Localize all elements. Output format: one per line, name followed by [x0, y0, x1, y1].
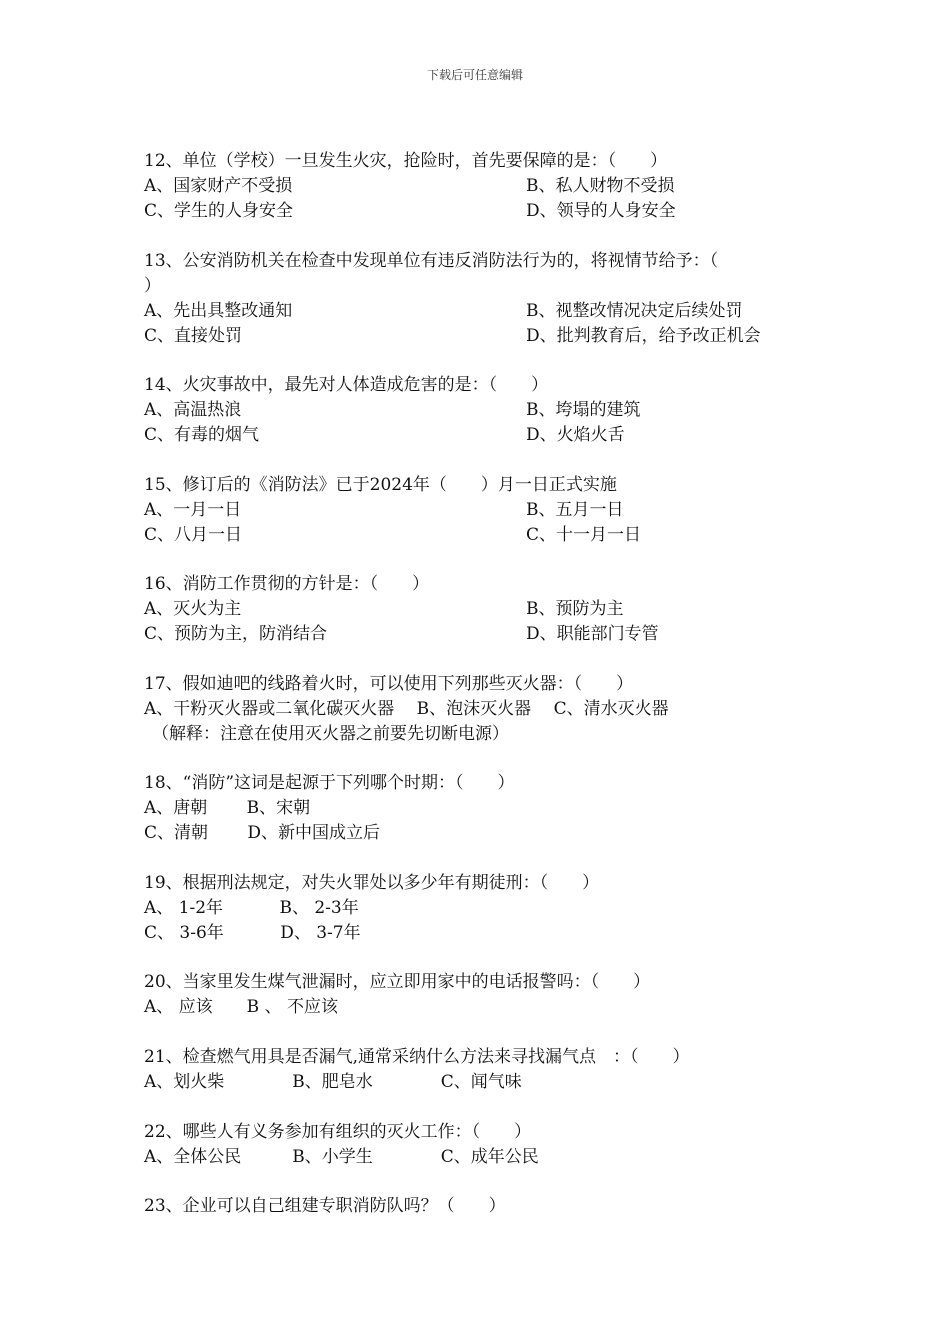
question-13-option-b: B、视整改情况决定后续处罚	[526, 301, 743, 321]
question-17-options: A、干粉灭火器或二氧化碳灭火器 B、泡沫灭火器 C、清水灭火器	[144, 699, 669, 719]
question-13-stem: 13、公安消防机关在检查中发现单位有违反消防法行为的，将视情节给予：（	[144, 251, 719, 271]
page-header: 下载后可任意编辑	[426, 68, 523, 82]
question-16-option-b: B、预防为主	[526, 599, 624, 619]
question-12-stem: 12、单位（学校）一旦发生火灾，抢险时，首先要保障的是：（ ）	[144, 151, 668, 171]
question-13-option-d: D、批判教育后，给予改正机会	[526, 326, 761, 346]
question-15-option-a: A、一月一日	[144, 500, 242, 520]
question-16-option-a: A、灭火为主	[144, 599, 242, 619]
question-19-options-1: A、 1-2年 B、 2-3年	[144, 898, 359, 918]
question-21-options: A、划火柴 B、肥皂水 C、闻气味	[144, 1072, 522, 1092]
question-19-options-2: C、 3-6年 D、 3-7年	[144, 923, 361, 943]
question-22-stem: 22、哪些人有义务参加有组织的灭火工作：（ ）	[144, 1122, 532, 1142]
question-14-stem: 14、火灾事故中，最先对人体造成危害的是：（ ）	[144, 375, 549, 395]
question-14-option-d: D、火焰火舌	[526, 425, 625, 445]
question-17-note: （解释：注意在使用灭火器之前要先切断电源）	[152, 724, 509, 744]
question-14-option-c: C、有毒的烟气	[144, 425, 260, 445]
question-15-stem: 15、修订后的《消防法》已于2024年（ ）月一日正式实施	[144, 475, 617, 495]
question-20-stem: 20、当家里发生煤气泄漏时，应立即用家中的电话报警吗：（ ）	[144, 972, 651, 992]
question-16-option-c: C、预防为主，防消结合	[144, 624, 328, 644]
question-19-stem: 19、根据刑法规定，对失火罪处以多少年有期徒刑：（ ）	[144, 873, 600, 893]
question-14-option-b: B、垮塌的建筑	[526, 400, 641, 420]
question-17-stem: 17、假如迪吧的线路着火时，可以使用下列那些灭火器：（ ）	[144, 674, 634, 694]
question-15-option-b: B、五月一日	[526, 500, 624, 520]
question-21-stem: 21、检查燃气用具是否漏气,通常采纳什么方法来寻找漏气点 ：（ ）	[144, 1047, 690, 1067]
question-12-option-c: C、学生的人身安全	[144, 201, 294, 221]
question-15-option-d: C、十一月一日	[526, 525, 642, 545]
question-18-options-1: A、唐朝 B、宋朝	[144, 798, 311, 818]
question-16-option-d: D、职能部门专管	[526, 624, 659, 644]
question-16-stem: 16、消防工作贯彻的方针是：（ ）	[144, 574, 430, 594]
question-18-stem: 18、“消防”这词是起源于下列哪个时期：（ ）	[144, 773, 515, 793]
question-14-option-a: A、高温热浪	[144, 400, 242, 420]
question-13-stem-cont: ）	[144, 276, 161, 296]
question-15-option-c: C、八月一日	[144, 525, 243, 545]
question-23-stem: 23、企业可以自己组建专职消防队吗？（ ）	[144, 1196, 506, 1216]
question-20-options: A、 应该 B 、 不应该	[144, 997, 338, 1017]
question-13-option-a: A、先出具整改通知	[144, 301, 293, 321]
question-22-options: A、全体公民 B、小学生 C、成年公民	[144, 1147, 539, 1167]
question-18-options-2: C、清朝 D、新中国成立后	[144, 823, 381, 843]
question-12-option-d: D、领导的人身安全	[526, 201, 676, 221]
question-12-option-b: B、私人财物不受损	[526, 176, 675, 196]
question-12-option-a: A、国家财产不受损	[144, 176, 293, 196]
question-13-option-c: C、直接处罚	[144, 326, 243, 346]
